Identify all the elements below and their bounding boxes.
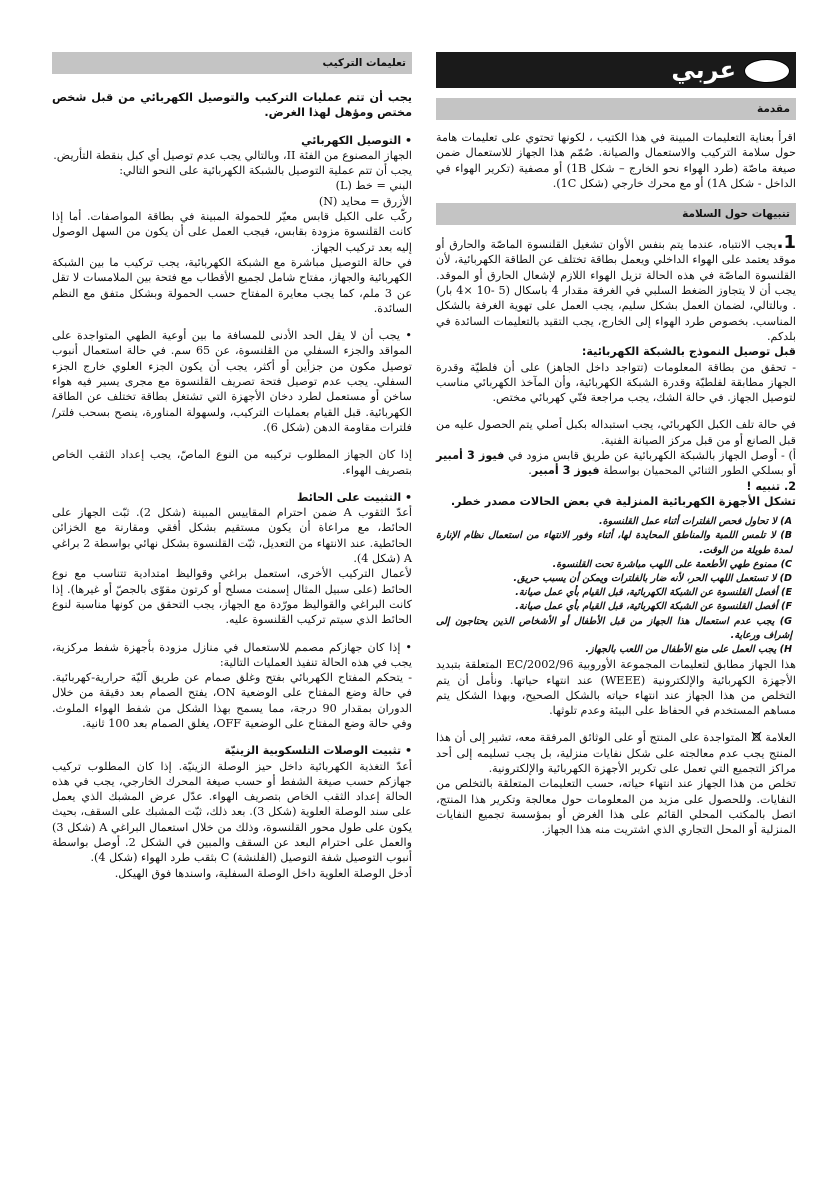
wall-text: أعدّ الثقوب A ضمن احترام المقاييس المبينة (شكل 2). ثبّت الجهاز على الحائط، مع مراعاة أن يكون مستقيم بشكل أفقي ومقارنة مع الخزائن الحائطية. عند الانتهاء من التعديل، ثبّت القلنسوة بشكل نهائي بواسطة 2 براغي A (شكل 4). xyxy=(52,506,413,566)
wall-text-2: لأعمال التركيب الأخرى، استعمل براغي وقواليظ امتدادية تتناسب مع نوع الحائط (على سبيل المثال إسمنت مسلح أو كرتون مقوّى بالجصّ أو غيرها). إذا كانت البراغي والقواليظ مورّدة مع الجهاز، يجب التحقق من كونها مناسبة لنوع الحائط الذي سيتم تركيب القلنسوة عليه. xyxy=(52,567,412,627)
fuse-text-a: أ) - أوصل الجهاز بالشبكة الكهربائية عن طريق قابس مزود في xyxy=(504,449,796,463)
note-number: 2. تنبيه ! xyxy=(746,479,796,493)
safety-paragraph xyxy=(436,232,796,344)
left-column xyxy=(52,52,412,881)
fuse-bold-b: فيوز 3 أمبير xyxy=(531,464,600,478)
note-title: تشكل الأجهزة الكهربائية المنزلية في بعض الحالات مصدر خطر. xyxy=(450,494,796,508)
symbol-paragraph xyxy=(436,730,796,776)
fuse-text xyxy=(436,448,796,479)
warning-item: C) ممنوع طهي الأطعمة على اللهب مباشرة تحت القلنسوة. xyxy=(552,558,792,570)
distance-text: • يجب أن لا يقل الحد الأدنى للمسافة ما بين أوعية الطهي المتواجدة على المواقد والجزء السفلي من القلنسوة، عن 65 سم. في حالة استعمال أنبوب توصيل مكون من جزأين أو أكثر، يجب أن يكون الجزء العلوي خارج الجزء السفلي. يجب عدم توصيل فتحة تصريف القلنسوة مع مجرى يسير فيه هواء ساخن أو مستعمل لطرد دخان الأجهزة التي تشتغل بطاقة تختلف عن الطاقة الكهربائية. قبل القيام بعمليات التركيب، ولسهولة المناورة، ينصح بسحب فلتر/فلترات مقاومة الدهن (شكل 6). xyxy=(52,329,412,434)
electrical-blue: الأزرق = محايد (N) xyxy=(318,194,412,208)
electrical-line-1: الجهاز المصنوع من الفئة II، وبالتالي يجب عدم توصيل أي كبل بنقطة التأريض. xyxy=(53,148,412,162)
weee-text: هذا الجهاز مطابق لتعليمات المجموعة الأوروبية 2002/96/EC المتعلقة بتبديد الأجهزة الكهربائية والإلكترونية (WEEE) عند انتهاء حياتها. ونأمل أن يتم التخلص من هذا الجهاز عند انتهاء حياته بالشكل الصحيح، وبهذا الشكل يتم مساهم المستخدم في الحفاظ على البيئة وعدم تلوثها. xyxy=(436,658,796,718)
language-oval-icon xyxy=(744,59,790,83)
central-suction-text: • إذا كان جهازكم مصمم للاستعمال في منازل مزودة بأجهزة شفط مركزية، يجب في هذه الحالة تنفيذ العمليات التالية: xyxy=(52,640,412,669)
cable-text: في حالة تلف الكبل الكهربائي، يجب استبداله بكبل أصلي يتم الحصول عليه من قبل الصانع أو من قبل مركز الصيانة الفنية. xyxy=(436,418,796,447)
central-suction-text-2: - يتحكم المفتاح الكهربائي بفتح وغلق صمام عن طريق آليّة حرارية-كهربائية. في حالة وضع المفتاح على الوضعية ON، يفتح الصمام بعد دقيقة من خلال الدوران بمقدار 90 درجة، مما يسمح بهذا الشكل من شفط الهواء الملوث. وفي حالة وضع المفتاح على الوضعية OFF، يغلق الصمام بعد 100 ثانية. xyxy=(52,671,412,730)
telescopic-heading: • تثبيت الوصلات التلسكوبية الزينيّة xyxy=(224,744,412,758)
dispose-text: تخلص من هذا الجهاز عند انتهاء حياته، حسب التعليمات المتعلقة بالتخلص من النفايات. وللحصول على مزيد من المعلومات حول معالجة وتكرير هذا المنتج، اتصل بالمكتب المحلي القائم على هذا الغرض أو بمؤسسة تجميع النفايات المنزلية أو المحل التجاري الذي اشتريت منه هذا الجهاز. xyxy=(436,777,796,837)
safety-text: يجب الانتباه، عندما يتم بنفس الأوان تشغيل القلنسوة الماصّة والحارق أو موقد يعتمد على الهواء الداخلي ويعمل بطاقة تختلف عن الطاقة الكهربائية، لأن القلنسوة الماصّة في هذه الحالة تزيل الهواء اللازم لإشعال الحارق أو الموقد. يجب أن لا يتجاوز الضغط السلبي في الغرفة مقدار 4 باسكال (5 -10 ×4 بار) . وبالتالي، لضمان العمل بشكل سليم، يجب العمل على تهوية الغرفة بالشكل المناسب. بخصوص طرد الهواء إلى الخارج، يجب التقيد بالتعليمات السائدة في بلدكم. xyxy=(436,238,796,343)
electrical-line-5: ركّب على الكبل قابس معيّر للحمولة المبينة في بطاقة المواصفات. أما إذا كانت القلنسوة مزودة بقابس، فيجب العمل على أن يكون من السهل الوصول إليه بعد تركيب الجهاز. xyxy=(52,210,412,254)
suction-text: إذا كان الجهاز المطلوب تركيبه من النوع الماصّ، يجب إعداد الثقب الخاص بتصريف الهواء. xyxy=(52,448,412,477)
symbol-text: المتواجدة على المنتج أو على الوثائق المرفقة معه، تشير إلى أن هذا المنتج يجب عدم معالجته على شكل نفايات منزلية، بل يجب تسليمه إلى أحد مراكز التجميع التي تعمل على تكرير الأجهزة الكهربائية والإلكترونية. xyxy=(436,731,796,776)
telescopic-text: أعدّ التغذية الكهربائية داخل حيز الوصلة الزينيّة. إذا كان المطلوب تركيب جهازكم حسب صيغة الشفط أو حسب صيغة المحرك الخارجي، يجب في هذه الحالة إعداد الثقب الخاص بتصريف الهواء. عدّل عرض المشبك الذي يعمل على سند الوصلة العلوية (شكل 3). بعد ذلك، ثبّت المشبك على السقف، بحيث يكون على طول محور القلنسوة، وذلك من خلال استعمال البراغي A (شكل 3) والعمل على احترام البعد عن السقف والمبين في الشكل 2. أوصل بواسطة أنبوب التوصيل شفة التوصيل (الفلنشة) C بثقب طرد الهواء (شكل 4). xyxy=(52,759,412,865)
warning-item: D) لا تستعمل اللهب الحر، لأنه ضار بالفلترات ويمكن أن يسبب حريق. xyxy=(513,573,792,585)
language-title: عربي xyxy=(671,56,736,84)
warning-item: F) أفصل القلنسوة عن الشبكة الكهربائية، قبل القيام بأي عمل صيانة. xyxy=(515,601,792,613)
electrical-brown: البني = خط (L) xyxy=(335,179,412,193)
install-lead: يجب أن تتم عمليات التركيب والتوصيل الكهربائي من قبل شخص مختص ومؤهل لهذا الغرض. xyxy=(52,91,412,120)
intro-text: اقرأ بعناية التعليمات المبينة في هذا الكتيب ، لكونها تحتوي على تعليمات هامة حول سلامة التركيب والاستعمال والصيانة. صُمّم هذا الجهاز للاستعمال ضمن صيغة ماصّة (طرد الهواء نحو الخارج – شكل 1B) أو مصفية (تكرير الهواء في الداخل - شكل 1A) أو مع محرك خارجي (شكل 1C). xyxy=(436,131,796,190)
electrical-line-6: في حالة التوصيل مباشرة مع الشبكة الكهربائية، يجب تركيب ما بين الشبكة الكهربائية والجهاز، مفتاح شامل لجميع الأقطاب مع فتحة بين الملامسات لا تقل عن 3 ملم، كما يجب معايرة المفتاح حسب الحمولة وبشكل متفق مع النظم السائدة. xyxy=(52,255,413,315)
crossed-bin-icon xyxy=(751,731,762,742)
warnings-list xyxy=(436,515,796,657)
intro-heading: مقدمة xyxy=(436,98,796,120)
connect-text: - تحقق من بطاقة المعلومات (تتواجد داخل الجاهز) على أن فلطيّة وقدرة الجهاز مطابقة لفلطيّة وقدرة الشبكة الكهربائية، وأن المآخذ الكهربائي مناسب لتوصيل الجهاز. في حالة الشك، يجب مراجعة فنّي كهربائي مختص. xyxy=(436,360,796,405)
install-heading: تعليمات التركيب xyxy=(52,52,412,74)
telescopic-text-2: أدخل الوصلة العلوية داخل الوصلة السفلية، واسندها فوق الهيكل. xyxy=(114,866,412,880)
fuse-text-b: أو بسلكي الطور الثنائي المحميان بواسطة xyxy=(599,464,796,478)
warning-item: H) يجب العمل على منع الأطفال من اللعب بالجهاز. xyxy=(585,644,792,656)
warning-item: B) لا تلمس اللمبة والمناطق المحايدة لها، أثناء وفور الانتهاء من استعمال نظام الإنارة لمدة طويلة من الوقت. xyxy=(436,530,792,556)
warning-item: A) لا تحاول فحص الفلترات أثناء عمل القلنسوة. xyxy=(599,516,792,528)
symbol-pre: العلامة xyxy=(765,731,796,745)
connect-heading: قبل توصيل النموذج بالشبكة الكهربائية: xyxy=(581,345,796,359)
safety-heading: تنبيهات حول السلامة xyxy=(436,203,796,225)
safety-number: 1. xyxy=(776,232,796,254)
right-column xyxy=(436,52,796,838)
electrical-heading: • التوصيل الكهربائي xyxy=(301,133,412,147)
warning-item: G) يجب عدم استعمال هذا الجهاز من قبل الأطفال أو الأشخاص الذين يحتاجون إلى إشراف ورعاية. xyxy=(436,615,792,641)
wall-heading: • التثبيت على الحائط xyxy=(296,490,412,504)
warning-item: E) أفصل القلنسوة عن الشبكة الكهربائية، قبل القيام بأي عمل صيانة. xyxy=(515,587,792,599)
language-header xyxy=(436,52,796,88)
electrical-line-2: يجب أن تتم عملية التوصيل بالشبكة الكهربائية على النحو التالي: xyxy=(119,164,412,178)
fuse-bold-a: فيوز 3 أمبير xyxy=(436,449,505,463)
fuse-end: . xyxy=(528,464,532,478)
